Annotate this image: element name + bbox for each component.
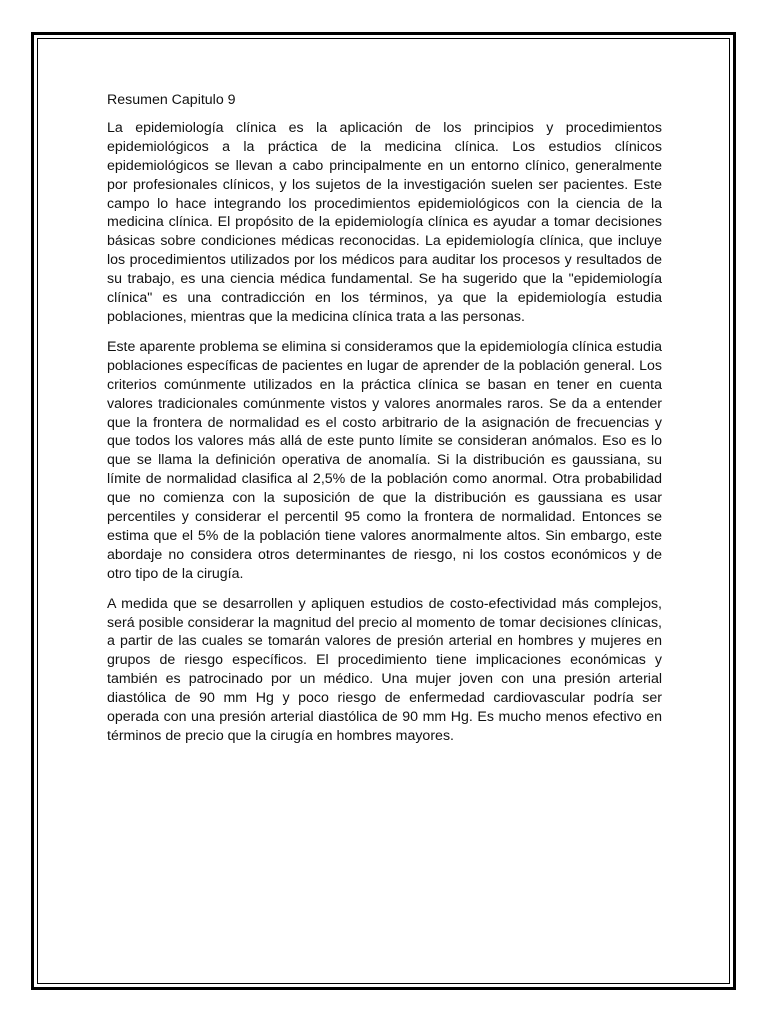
paragraph-1: La epidemiología clínica es la aplicación de los principios y procedimientos epidemiológicos a la práctica de la medicina clínica. Los estudios clínicos epidemiológicos se llevan a cabo principalmente en un entorno clínico, generalmente por profesionales clínicos, y los sujetos de la investigación suelen ser pacientes. Este campo lo hace integrando los procedimientos epidemiológicos con la ciencia de la medicina clínica. El propósito de la epidemiología clínica es ayudar a tomar decisiones básicas sobre condiciones médicas reconocidas. La epidemiología clínica, que incluye los procedimientos utilizados por los médicos para auditar los procesos y resultados de su trabajo, es una ciencia médica fundamental. Se ha sugerido que la "epidemiología clínica" es una contradicción en los términos, ya que la epidemiología estudia poblaciones, mientras que la medicina clínica trata a las personas. — [107, 119, 662, 325]
paragraph-2: Este aparente problema se elimina si consideramos que la epidemiología clínica estudia poblaciones específicas de pacientes en lugar de aprender de la población general. Los criterios comúnmente utilizados en la práctica clínica se basan en tener en cuenta valores tradicionales comúnmente vistos y valores anormales raros. Se da a entender que la frontera de normalidad es el costo arbitrario de la asignación de frecuencias y que todos los valores más allá de este punto límite se consideran anómalos. Eso es lo que se llama la definición operativa de anomalía. Si la distribución es gaussiana, su límite de normalidad clasifica al 2,5% de la población como anormal. Otra probabilidad que no comienza con la suposición de que la distribución es gaussiana es usar percentiles y considerar el percentil 95 como la frontera de normalidad. Entonces se estima que el 5% de la población tiene valores anormalmente altos. Sin embargo, este abordaje no considera otros determinantes de riesgo, ni los costos económicos y de otro tipo de la cirugía. — [107, 338, 662, 582]
document-title: Resumen Capitulo 9 — [107, 92, 236, 108]
document-body — [107, 91, 662, 757]
paragraph-3: A medida que se desarrollen y apliquen estudios de costo-efectividad más complejos, será posible considerar la magnitud del precio al momento de tomar decisiones clínicas, a partir de las cuales se tomarán valores de presión arterial en hombres y mujeres en grupos de riesgo específicos. El procedimiento tiene implicaciones económicas y también es patrocinado por un médico. Una mujer joven con una presión arterial diastólica de 90 mm Hg y poco riesgo de enfermedad cardiovascular podría ser operada con una presión arterial diastólica de 90 mm Hg. Es mucho menos efectivo en términos de precio que la cirugía en hombres mayores. — [107, 595, 662, 744]
